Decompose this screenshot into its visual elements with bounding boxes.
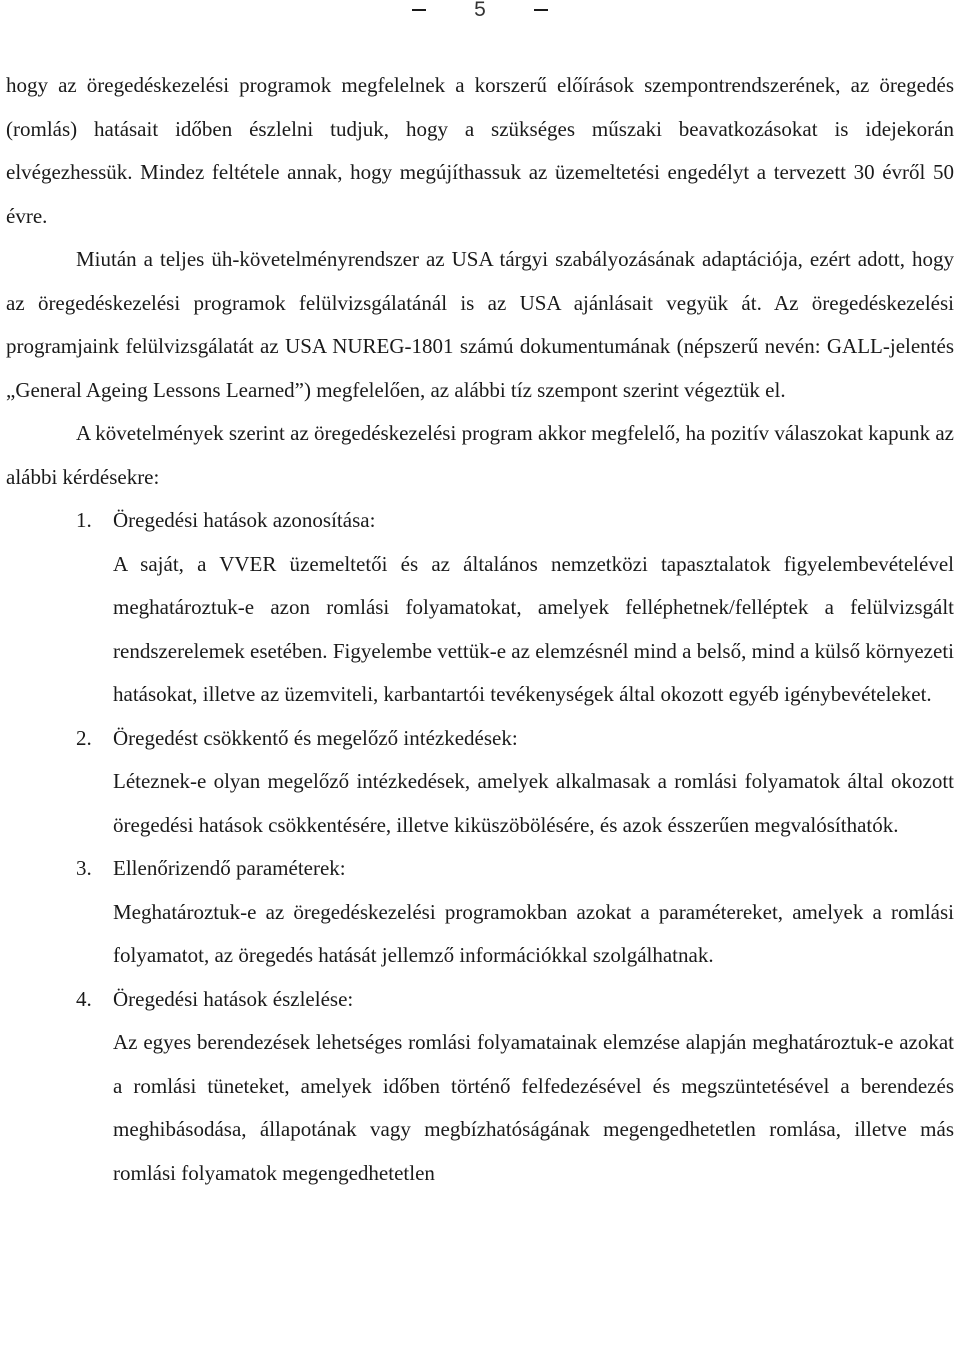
list-item-body: Meghatároztuk-e az öregedéskezelési programokban azokat a paramétereket, amelyek a romlási folyamatot, az öregedés hatását jellemző információkkal szolgálhatnak. bbox=[113, 899, 954, 967]
document-body bbox=[6, 64, 954, 1195]
list-item-heading bbox=[6, 499, 954, 543]
header-dash-right bbox=[534, 9, 548, 11]
paragraph-usa-adaptation: Miután a teljes üh-követelményrendszer az USA tárgyi szabályozásának adaptációja, ezért adott, hogy az öregedéskezelési programok felülvizsgálatánál is az USA ajánlásait vegyük át. Az öregedéskezelési programjaink felülvizsgálatát az USA NUREG-1801 számú dokumentumának (népszerű nevén: GALL-jelentés „General Ageing Lessons Learned”) megfelelően, az alábbi tíz szempont szerint végeztük el. bbox=[6, 247, 954, 402]
list-item-title: Öregedési hatások észlelése: bbox=[113, 986, 354, 1011]
paragraph-requirements: A követelmények szerint az öregedéskezelési program akkor megfelelő, ha pozitív válaszokat kapunk az alábbi kérdésekre: bbox=[6, 421, 954, 489]
list-item-title: Öregedést csökkentő és megelőző intézkedések: bbox=[113, 725, 518, 750]
list-item-title: Ellenőrizendő paraméterek: bbox=[113, 856, 346, 880]
list-item-number: 3. bbox=[76, 856, 92, 880]
paragraph-intro: hogy az öregedéskezelési programok megfelelnek a korszerű előírások szempontrendszerének, az öregedés (romlás) hatásait időben észlelni tudjuk, hogy a szükséges műszaki beavatkozásokat is idejekorán elvégezhessük. Mindez feltétele annak, hogy megújíthassuk az üzemeltetési engedélyt a tervezett 30 évről 50 évre. bbox=[6, 73, 954, 228]
list-item bbox=[6, 847, 954, 978]
list-item bbox=[6, 978, 954, 1196]
list-item-heading bbox=[6, 717, 954, 761]
list-item-number: 1. bbox=[76, 508, 92, 532]
page-header bbox=[0, 0, 960, 22]
header-dash-left bbox=[412, 9, 426, 11]
list-item-title: Öregedési hatások azonosítása: bbox=[113, 508, 376, 532]
list-item bbox=[6, 717, 954, 848]
list-item-body: Az egyes berendezések lehetséges romlási folyamatainak elemzése alapján meghatároztuk-e azokat a romlási tüneteket, amelyek időben történő felfedezésével és megszüntetésével a berendezés meghibásodása, állapotának vagy megbízhatóságának megengedhetetlen romlása, illetve más romlási folyamatok megengedhetetlen bbox=[113, 1030, 954, 1185]
list-item bbox=[6, 499, 954, 717]
list-item-number: 4. bbox=[76, 986, 92, 1011]
list-item-heading bbox=[6, 978, 954, 1022]
list-item-body: Léteznek-e olyan megelőző intézkedések, amelyek alkalmasak a romlási folyamatok által okozott öregedési hatások csökkentésére, illetve kiküszöbölésére, és azok ésszerűen megvalósíthatók. bbox=[113, 769, 954, 837]
list-item-number: 2. bbox=[76, 725, 92, 750]
page-number: 5 bbox=[474, 0, 486, 21]
list-item-heading bbox=[6, 847, 954, 891]
list-item-body: A saját, a VVER üzemeltetői és az általános nemzetközi tapasztalatok figyelembevételével meghatároztuk-e azon romlási folyamatokat, amelyek felléphetnek/felléptek a felülvizsgált rendszerelemek esetében. Figyelembe vettük-e az elemzésnél mind a belső, mind a külső környezeti hatásokat, illetve az üzemviteli, karbantartói tevékenységek által okozott egyéb igénybevételeket. bbox=[113, 551, 954, 706]
criteria-list bbox=[6, 499, 954, 1195]
